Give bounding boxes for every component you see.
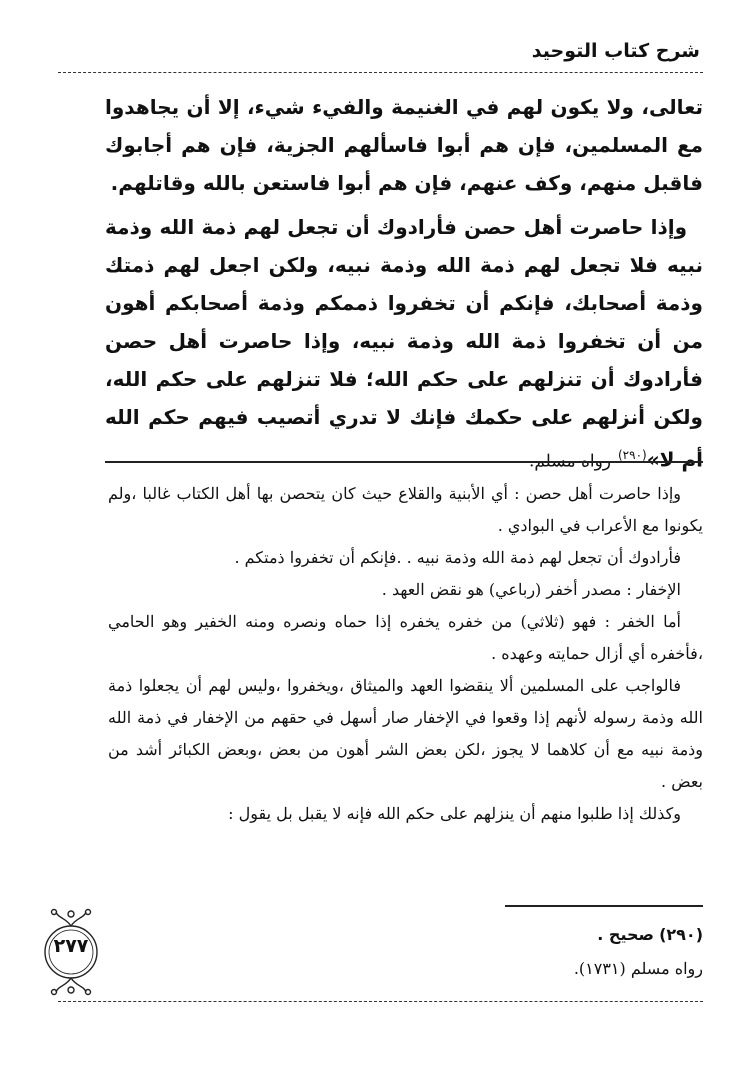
hadith-text <box>105 88 703 481</box>
page-number: ٢٧٧ <box>53 935 89 957</box>
commentary-paragraph-3: الإخفار : مصدر أخفر (رباعي) هو نقض العهد . <box>381 580 681 599</box>
hadith-paragraph-2 <box>105 208 703 481</box>
footnote-source: رواه مسلم (١٧٣١). <box>573 959 703 978</box>
footnote <box>280 918 703 986</box>
commentary-paragraph-4: أما الخفر : فهو (ثلاثي) من خفره يخفره إذا حماه ونصره ومنه الخفير وهو الحامي ،فأخفره أي أزال حمايته وعهده . <box>108 612 703 663</box>
text-commentary-divider <box>105 461 703 463</box>
footnote-number: (٢٩٠) <box>659 925 703 944</box>
footer-divider <box>58 1001 703 1002</box>
commentary-paragraph-5: فالواجب على المسلمين ألا ينقضوا العهد والميثاق ،ويخفروا ،وليس لهم أن يجعلوا ذمة الله وذمة رسوله لأنهم إذا وقعوا في الإخفار صار أسهل في حقهم من الإخفار في ذمة الله وذمة نبيه مع أن كلاهما لا يجوز ،لكن بعض الشر أهون من بعض ،وبعض الكبائر أشد من بعض . <box>108 676 703 791</box>
header-divider <box>58 72 703 73</box>
hadith-paragraph-1: تعالى، ولا يكون لهم في الغنيمة والفيء شيء، إلا أن يجاهدوا مع المسلمين، فإن هم أبوا فاسألهم الجزية، فإن هم أجابوك فاقبل منهم، وكف عنهم، فإن هم أبوا فاستعن بالله وقاتلهم. <box>105 95 703 195</box>
hadith-narration: رواه مسلم. <box>528 451 612 472</box>
footnote-divider <box>505 905 703 907</box>
hadith-paragraph-2-text: وإذا حاصرت أهل حصن فأرادوك أن تجعل لهم ذمة الله وذمة نبيه فلا تجعل لهم ذمة الله وذمة نبيه، ولكن اجعل لهم ذمتك وذمة أصحابك، فإنكم أن تخفروا ذممكم وذمة أصحابكم أهون من أن تخفروا ذمة الله وذمة نبيه، وإذا حاصرت أهل حصن فأرادوك أن تنزلهم على حكم الله؛ فلا تنزلهم على حكم الله، ولكن أنزلهم على حكمك فإنك لا تدري أتصيب فيهم حكم الله أم لا» <box>105 215 703 472</box>
footnote-grade: صحيح . <box>597 925 654 944</box>
commentary-paragraph-1: وإذا حاصرت أهل حصن : أي الأبنية والقلاع حيث كان يتحصن بها أهل الكتاب غالبا ،ولم يكونوا مع الأعراب في البوادي . <box>108 484 703 535</box>
commentary-paragraph-2: فأرادوك أن تجعل لهم ذمة الله وذمة نبيه . .فإنكم أن تخفروا ذمتكم . <box>234 548 681 567</box>
running-header-title: شرح كتاب التوحيد <box>531 40 700 62</box>
hadith-reference-number: (٢٩٠) <box>617 448 647 462</box>
commentary-paragraph-6: وكذلك إذا طلبوا منهم أن ينزلهم على حكم الله فإنه لا يقبل بل يقول : <box>228 804 681 823</box>
footnote-line-1 <box>280 918 703 952</box>
commentary-section <box>108 478 703 830</box>
